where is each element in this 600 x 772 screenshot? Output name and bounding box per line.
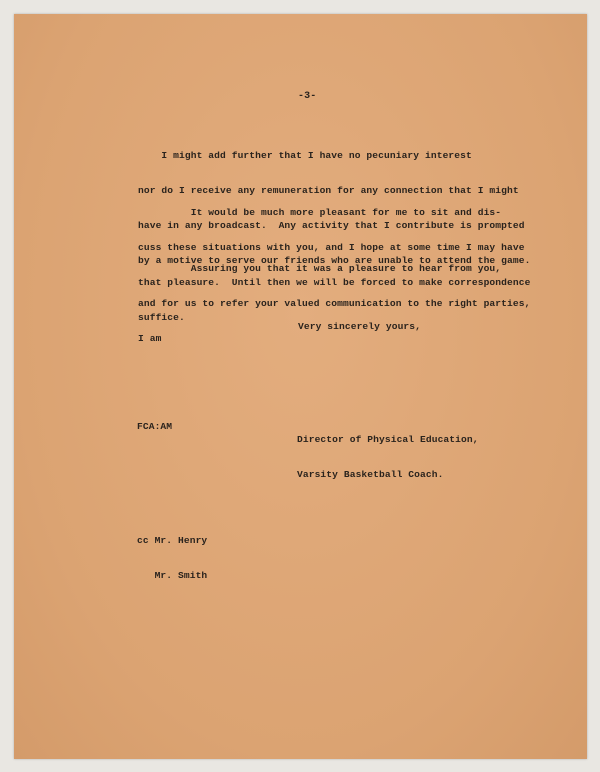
signature-block [297,411,479,504]
signature-title: Varsity Basketball Coach. [297,468,444,480]
cc-block [137,512,207,605]
paragraph-line: I am [138,332,162,344]
cc-line: cc Mr. Henry [137,535,208,547]
paragraph-line: have in any broadcast. Any activity that I contribute is prompted [138,219,525,231]
paragraph-line: nor do I receive any remuneration for any connection that I might [138,184,519,196]
reference-initials: FCA:AM [137,421,173,432]
paragraph-3 [138,240,530,368]
paragraph-line: suffice. [138,311,185,323]
page-number: -3- [298,91,317,102]
closing: Very sincerely yours, [298,321,422,332]
cc-line: Mr. Smith [137,569,208,581]
letter-page [14,14,587,759]
paragraph-line: and for us to refer your valued communication to the right parties, [138,297,531,309]
paragraph-line: It would be much more pleasant for me to sit and dis- [138,207,502,219]
paragraph-line: cuss these situations with you, and I hope at some time I may have [138,241,525,253]
paragraph-line: that pleasure. Until then we will be forced to make correspondence [138,276,531,288]
signature-title: Director of Physical Education, [297,434,479,446]
paragraph-line: I might add further that I have no pecuniary interest [138,150,472,162]
paragraph-line: by a motive to serve our friends who are unable to attend the game. [138,254,531,266]
paragraph-line: Assuring you that it was a pleasure to hear from you, [138,263,502,275]
